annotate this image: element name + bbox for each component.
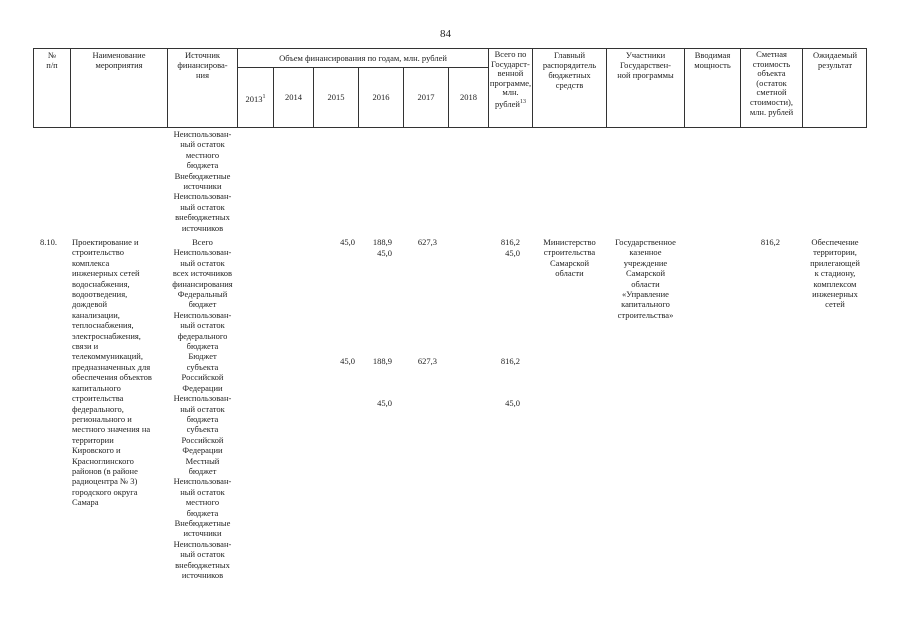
total-2016: 188,9 <box>372 237 392 247</box>
header-financing: Объем финансирования по годам, млн. рублей <box>279 53 447 63</box>
row-participants: Государственное казенное учреждение Самарской области «Управление капитального строительства» <box>615 237 676 320</box>
total-total: 816,2 <box>500 237 520 247</box>
header-estimate: Сметная стоимость объекта (остаток сметной стоимости), млн. рублей <box>749 49 794 117</box>
unused-regional-total: 45,0 <box>505 398 520 408</box>
regional-total: 816,2 <box>500 356 520 366</box>
header-total-text: Всего по Государст- венной программе, млн. рублей <box>489 49 532 109</box>
regional-2017: 627,3 <box>417 356 437 366</box>
header-year-2018: 2018 <box>460 92 477 102</box>
row-number: 8.10. <box>40 237 57 247</box>
header-year-2014: 2014 <box>285 92 302 102</box>
header-result: Ожидаемый результат <box>812 50 858 70</box>
header-name: Наименование мероприятия <box>92 50 146 70</box>
header-distributor: Главный распорядитель бюджетных средств <box>542 50 597 90</box>
year-2013: 2013 <box>245 93 263 104</box>
unused-regional-2016: 45,0 <box>377 398 392 408</box>
unused-all-total: 45,0 <box>505 248 520 258</box>
row-sources: Всего Неиспользован- ный остаток всех источников финансирования Федеральный бюджет Неиспользован- ный остаток федерального бюджета Бюджет субъекта Российской Федерации Неиспользован- ный остаток бюджета субъекта Российской Федерации Местный бюджет Неиспользован- ный остаток местного бюджета Внебюджетные источники Неиспользован- ный остаток внебюджетных источников <box>172 237 233 580</box>
top-sources: Неиспользован- ный остаток местного бюджета Внебюджетные источники Неиспользован- ный остаток внебюджетных источников <box>173 129 232 233</box>
header-year-2016: 2016 <box>372 92 390 102</box>
unused-all-2016: 45,0 <box>377 248 392 258</box>
total-2015: 45,0 <box>340 237 355 247</box>
header-year-2017: 2017 <box>417 92 435 102</box>
header-source: Источник финансирова- ния <box>177 50 228 80</box>
header-participants: Участники Государствен- ной программы <box>617 50 674 80</box>
page-number: 84 <box>440 28 451 40</box>
header-total <box>489 50 532 109</box>
year-note: 1 <box>262 94 266 100</box>
header-year-2015: 2015 <box>327 92 345 102</box>
header-capacity: Вводимая мощность <box>694 50 731 70</box>
header-year-2013 <box>238 92 273 104</box>
total-note: 13 <box>519 98 526 105</box>
row-result: Обеспечение территории, прилегающей к стадиону, комплексом инженерных сетей <box>810 237 860 310</box>
year-divider <box>237 67 488 68</box>
row-name: Проектирование и строительство комплекса инженерных сетей водоснабжения, водоотведения, дождевой канализации, теплоснабжения, электроснабжения, связи и телекоммуникаций, предназначенных для обеспечения объектов капитального строительства федерального, регионального и местного значения на территории Кировского и Красноглинского районов (в районе радиоцентра № 3) городского округа Самара <box>72 237 152 508</box>
total-2017: 627,3 <box>417 237 437 247</box>
header-num: № п/п <box>46 50 58 70</box>
regional-2016: 188,9 <box>372 356 392 366</box>
row-distributor: Министерство строительства Самарской области <box>543 237 596 279</box>
regional-2015: 45,0 <box>340 356 355 366</box>
row-estimate: 816,2 <box>760 237 780 247</box>
